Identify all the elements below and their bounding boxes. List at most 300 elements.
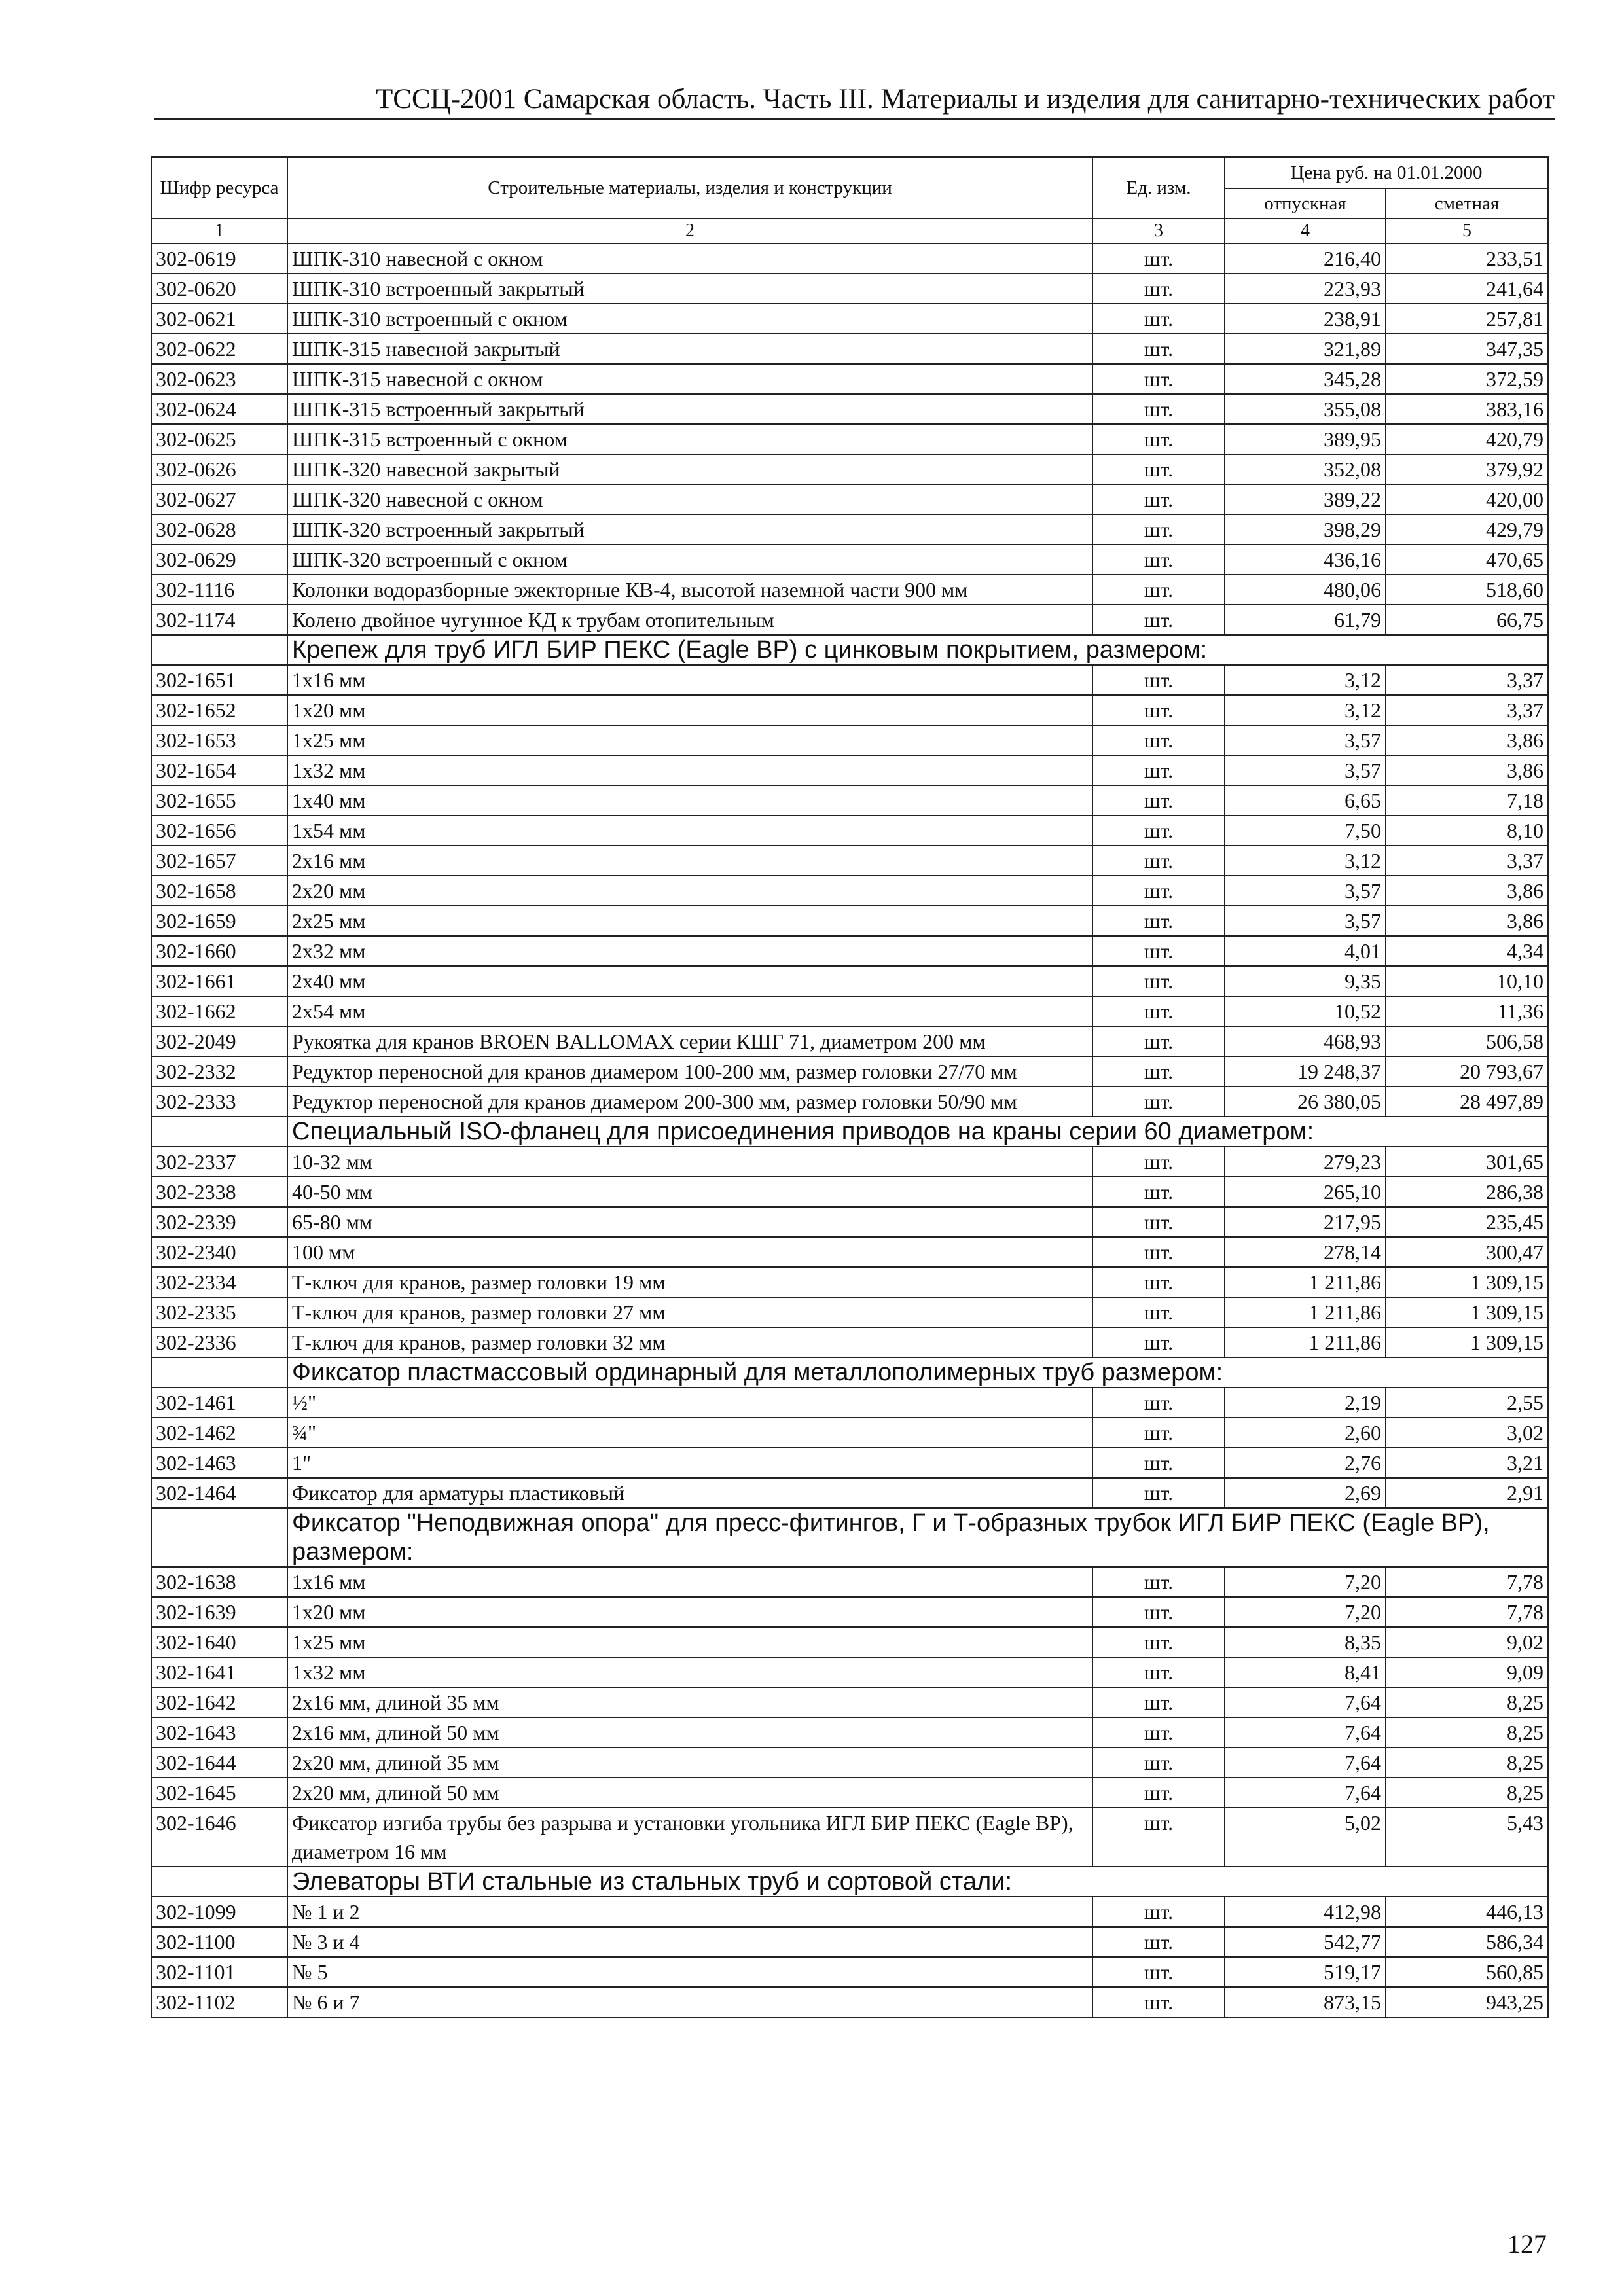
release-price: 3,12	[1225, 846, 1386, 876]
unit-cell: шт.	[1092, 1808, 1225, 1867]
material-name: Рукоятка для кранов BROEN BALLOMAX серии КШГ 71, диаметром 200 мм	[287, 1026, 1092, 1056]
table-row	[151, 424, 1548, 454]
resource-code: 302-1657	[151, 846, 287, 876]
resource-code: 302-1643	[151, 1717, 287, 1748]
release-price: 26 380,05	[1225, 1086, 1386, 1117]
table-row	[151, 514, 1548, 545]
estimate-price: 301,65	[1386, 1147, 1548, 1177]
estimate-price: 4,34	[1386, 936, 1548, 966]
release-price: 8,35	[1225, 1627, 1386, 1657]
resource-code: 302-1641	[151, 1657, 287, 1687]
unit-cell: шт.	[1092, 906, 1225, 936]
material-name: 2х25 мм	[287, 906, 1092, 936]
material-name: 2х20 мм, длиной 50 мм	[287, 1778, 1092, 1808]
col-number: 4	[1225, 219, 1386, 243]
table-row	[151, 545, 1548, 575]
resource-code: 302-1661	[151, 966, 287, 996]
material-name: 1х25 мм	[287, 1627, 1092, 1657]
unit-cell: шт.	[1092, 484, 1225, 514]
material-name: Фиксатор изгиба трубы без разрыва и установки угольника ИГЛ БИР ПЕКС (Eagle BP), диаметром 16 мм	[287, 1808, 1092, 1867]
unit-cell: шт.	[1092, 394, 1225, 424]
material-name: 2х20 мм, длиной 35 мм	[287, 1748, 1092, 1778]
resource-code: 302-1462	[151, 1418, 287, 1448]
table-row	[151, 1778, 1548, 1808]
col-header-name: Строительные материалы, изделия и конструкции	[287, 157, 1092, 219]
material-name: 10-32 мм	[287, 1147, 1092, 1177]
unit-cell: шт.	[1092, 1897, 1225, 1927]
estimate-price: 383,16	[1386, 394, 1548, 424]
section-blank	[151, 1357, 287, 1388]
unit-cell: шт.	[1092, 304, 1225, 334]
release-price: 3,57	[1225, 876, 1386, 906]
material-name: ШПК-320 навесной с окном	[287, 484, 1092, 514]
release-price: 217,95	[1225, 1207, 1386, 1237]
resource-code: 302-1644	[151, 1748, 287, 1778]
unit-cell: шт.	[1092, 1418, 1225, 1448]
resource-code: 302-1642	[151, 1687, 287, 1717]
unit-cell: шт.	[1092, 243, 1225, 274]
col-header-release: отпускная	[1225, 188, 1386, 219]
resource-code: 302-0627	[151, 484, 287, 514]
resource-code: 302-2338	[151, 1177, 287, 1207]
resource-code: 302-2340	[151, 1237, 287, 1267]
unit-cell: шт.	[1092, 1567, 1225, 1597]
unit-cell: шт.	[1092, 996, 1225, 1026]
release-price: 352,08	[1225, 454, 1386, 484]
table-row	[151, 725, 1548, 755]
material-name: 2х16 мм, длиной 35 мм	[287, 1687, 1092, 1717]
section-heading: Специальный ISO-фланец для присоединения приводов на краны серии 60 диаметром:	[287, 1117, 1548, 1147]
material-name: ШПК-310 встроенный закрытый	[287, 274, 1092, 304]
release-price: 355,08	[1225, 394, 1386, 424]
resource-code: 302-1101	[151, 1957, 287, 1987]
estimate-price: 3,37	[1386, 846, 1548, 876]
unit-cell: шт.	[1092, 1207, 1225, 1237]
unit-cell: шт.	[1092, 514, 1225, 545]
release-price: 265,10	[1225, 1177, 1386, 1207]
table-row	[151, 1056, 1548, 1086]
estimate-price: 347,35	[1386, 334, 1548, 364]
section-heading: Элеваторы ВТИ стальные из стальных труб и сортовой стали:	[287, 1867, 1548, 1897]
material-name: 2х16 мм	[287, 846, 1092, 876]
material-name: 1х32 мм	[287, 1657, 1092, 1687]
table-row	[151, 1448, 1548, 1478]
resource-code: 302-1461	[151, 1388, 287, 1418]
material-name: 1х32 мм	[287, 755, 1092, 785]
estimate-price: 518,60	[1386, 575, 1548, 605]
estimate-price: 9,02	[1386, 1627, 1548, 1657]
resource-code: 302-0629	[151, 545, 287, 575]
estimate-price: 66,75	[1386, 605, 1548, 635]
resource-code: 302-0622	[151, 334, 287, 364]
table-row	[151, 334, 1548, 364]
material-name: 2х32 мм	[287, 936, 1092, 966]
section-heading: Крепеж для труб ИГЛ БИР ПЕКС (Eagle BP) с цинковым покрытием, размером:	[287, 635, 1548, 665]
estimate-price: 11,36	[1386, 996, 1548, 1026]
resource-code: 302-0626	[151, 454, 287, 484]
estimate-price: 3,21	[1386, 1448, 1548, 1478]
table-row	[151, 1147, 1548, 1177]
table-row	[151, 816, 1548, 846]
table-row	[151, 1748, 1548, 1778]
estimate-price: 3,02	[1386, 1418, 1548, 1448]
unit-cell: шт.	[1092, 1987, 1225, 2017]
estimate-price: 3,37	[1386, 695, 1548, 725]
table-row	[151, 1957, 1548, 1987]
resource-code: 302-0624	[151, 394, 287, 424]
release-price: 3,12	[1225, 665, 1386, 695]
table-row	[151, 1267, 1548, 1297]
estimate-price: 9,09	[1386, 1657, 1548, 1687]
estimate-price: 233,51	[1386, 243, 1548, 274]
material-name: Фиксатор для арматуры пластиковый	[287, 1478, 1092, 1508]
resource-code: 302-0621	[151, 304, 287, 334]
table-row	[151, 1597, 1548, 1627]
release-price: 2,60	[1225, 1418, 1386, 1448]
table-row	[151, 1327, 1548, 1357]
estimate-price: 241,64	[1386, 274, 1548, 304]
material-name: 100 мм	[287, 1237, 1092, 1267]
unit-cell: шт.	[1092, 846, 1225, 876]
table-row	[151, 1086, 1548, 1117]
resource-code: 302-1660	[151, 936, 287, 966]
col-number: 1	[151, 219, 287, 243]
table-row	[151, 394, 1548, 424]
material-name: 1"	[287, 1448, 1092, 1478]
estimate-price: 506,58	[1386, 1026, 1548, 1056]
table-row	[151, 484, 1548, 514]
release-price: 412,98	[1225, 1897, 1386, 1927]
table-row	[151, 1388, 1548, 1418]
release-price: 519,17	[1225, 1957, 1386, 1987]
resource-code: 302-2333	[151, 1086, 287, 1117]
release-price: 278,14	[1225, 1237, 1386, 1267]
release-price: 4,01	[1225, 936, 1386, 966]
material-name: ШПК-310 встроенный с окном	[287, 304, 1092, 334]
resource-code: 302-0619	[151, 243, 287, 274]
release-price: 2,76	[1225, 1448, 1386, 1478]
resource-code: 302-1659	[151, 906, 287, 936]
resource-code: 302-1646	[151, 1808, 287, 1867]
table-row	[151, 906, 1548, 936]
table-row	[151, 1567, 1548, 1597]
table-row	[151, 1478, 1548, 1508]
release-price: 7,64	[1225, 1748, 1386, 1778]
page-number: 127	[1507, 2229, 1547, 2259]
material-name: 65-80 мм	[287, 1207, 1092, 1237]
release-price: 7,64	[1225, 1687, 1386, 1717]
unit-cell: шт.	[1092, 1717, 1225, 1748]
material-name: 1х54 мм	[287, 816, 1092, 846]
table-body	[151, 243, 1548, 2017]
table-row	[151, 1237, 1548, 1267]
table-row	[151, 1026, 1548, 1056]
table-row	[151, 575, 1548, 605]
table-row	[151, 1297, 1548, 1327]
section-blank	[151, 1867, 287, 1897]
unit-cell: шт.	[1092, 755, 1225, 785]
table-row	[151, 1207, 1548, 1237]
material-name: 2х20 мм	[287, 876, 1092, 906]
release-price: 2,19	[1225, 1388, 1386, 1418]
unit-cell: шт.	[1092, 1957, 1225, 1987]
unit-cell: шт.	[1092, 1748, 1225, 1778]
estimate-price: 470,65	[1386, 545, 1548, 575]
unit-cell: шт.	[1092, 665, 1225, 695]
release-price: 2,69	[1225, 1478, 1386, 1508]
release-price: 480,06	[1225, 575, 1386, 605]
material-name: № 6 и 7	[287, 1987, 1092, 2017]
unit-cell: шт.	[1092, 545, 1225, 575]
estimate-price: 7,78	[1386, 1567, 1548, 1597]
resource-code: 302-1653	[151, 725, 287, 755]
material-name: 1х25 мм	[287, 725, 1092, 755]
resource-code: 302-1100	[151, 1927, 287, 1957]
release-price: 7,50	[1225, 816, 1386, 846]
resource-code: 302-1662	[151, 996, 287, 1026]
resource-code: 302-1464	[151, 1478, 287, 1508]
release-price: 436,16	[1225, 545, 1386, 575]
release-price: 398,29	[1225, 514, 1386, 545]
estimate-price: 257,81	[1386, 304, 1548, 334]
unit-cell: шт.	[1092, 1657, 1225, 1687]
resource-code: 302-1099	[151, 1897, 287, 1927]
estimate-price: 2,91	[1386, 1478, 1548, 1508]
unit-cell: шт.	[1092, 1327, 1225, 1357]
estimate-price: 235,45	[1386, 1207, 1548, 1237]
unit-cell: шт.	[1092, 1297, 1225, 1327]
estimate-price: 420,79	[1386, 424, 1548, 454]
unit-cell: шт.	[1092, 1177, 1225, 1207]
col-header-price: Цена руб. на 01.01.2000	[1225, 157, 1548, 188]
resource-code: 302-1116	[151, 575, 287, 605]
release-price: 468,93	[1225, 1026, 1386, 1056]
resource-code: 302-1639	[151, 1597, 287, 1627]
table-row	[151, 1627, 1548, 1657]
material-name: ¾"	[287, 1418, 1092, 1448]
resource-code: 302-2337	[151, 1147, 287, 1177]
running-header: ТССЦ-2001 Самарская область. Часть III. Материалы и изделия для санитарно-технических работ	[376, 84, 1555, 115]
estimate-price: 1 309,15	[1386, 1327, 1548, 1357]
estimate-price: 943,25	[1386, 1987, 1548, 2017]
table-row	[151, 1687, 1548, 1717]
unit-cell: шт.	[1092, 1597, 1225, 1627]
material-name: Редуктор переносной для кранов диамером 200-300 мм, размер головки 50/90 мм	[287, 1086, 1092, 1117]
estimate-price: 420,00	[1386, 484, 1548, 514]
table-row	[151, 1927, 1548, 1957]
col-header-unit: Ед. изм.	[1092, 157, 1225, 219]
material-name: ½"	[287, 1388, 1092, 1418]
estimate-price: 3,37	[1386, 665, 1548, 695]
release-price: 10,52	[1225, 996, 1386, 1026]
table-row	[151, 665, 1548, 695]
release-price: 389,95	[1225, 424, 1386, 454]
col-number: 5	[1386, 219, 1548, 243]
estimate-price: 446,13	[1386, 1897, 1548, 1927]
unit-cell: шт.	[1092, 454, 1225, 484]
release-price: 3,57	[1225, 725, 1386, 755]
resource-code: 302-1656	[151, 816, 287, 846]
release-price: 7,64	[1225, 1778, 1386, 1808]
resource-code: 302-2335	[151, 1297, 287, 1327]
table-row	[151, 1987, 1548, 2017]
estimate-price: 379,92	[1386, 454, 1548, 484]
price-table	[151, 156, 1549, 2018]
resource-code: 302-0623	[151, 364, 287, 394]
table-row	[151, 364, 1548, 394]
table-row	[151, 1177, 1548, 1207]
header-rule	[154, 118, 1555, 120]
resource-code: 302-2332	[151, 1056, 287, 1086]
section-heading: Фиксатор пластмассовый ординарный для металлополимерных труб размером:	[287, 1357, 1548, 1388]
material-name: 1х16 мм	[287, 1567, 1092, 1597]
unit-cell: шт.	[1092, 1448, 1225, 1478]
material-name: Т-ключ для кранов, размер головки 27 мм	[287, 1297, 1092, 1327]
estimate-price: 429,79	[1386, 514, 1548, 545]
estimate-price: 372,59	[1386, 364, 1548, 394]
release-price: 3,57	[1225, 755, 1386, 785]
unit-cell: шт.	[1092, 1388, 1225, 1418]
material-name: Т-ключ для кранов, размер головки 19 мм	[287, 1267, 1092, 1297]
unit-cell: шт.	[1092, 1778, 1225, 1808]
estimate-price: 3,86	[1386, 755, 1548, 785]
estimate-price: 586,34	[1386, 1927, 1548, 1957]
resource-code: 302-2339	[151, 1207, 287, 1237]
unit-cell: шт.	[1092, 364, 1225, 394]
table-row	[151, 1717, 1548, 1748]
resource-code: 302-1174	[151, 605, 287, 635]
unit-cell: шт.	[1092, 605, 1225, 635]
table-row	[151, 785, 1548, 816]
table-row	[151, 1808, 1548, 1867]
material-name: ШПК-320 встроенный с окном	[287, 545, 1092, 575]
table-row	[151, 755, 1548, 785]
estimate-price: 8,25	[1386, 1687, 1548, 1717]
unit-cell: шт.	[1092, 816, 1225, 846]
release-price: 873,15	[1225, 1987, 1386, 2017]
unit-cell: шт.	[1092, 1147, 1225, 1177]
release-price: 542,77	[1225, 1927, 1386, 1957]
col-number: 2	[287, 219, 1092, 243]
resource-code: 302-1655	[151, 785, 287, 816]
material-name: 1х20 мм	[287, 1597, 1092, 1627]
material-name: ШПК-315 навесной с окном	[287, 364, 1092, 394]
estimate-price: 10,10	[1386, 966, 1548, 996]
material-name: 2х54 мм	[287, 996, 1092, 1026]
material-name: 2х40 мм	[287, 966, 1092, 996]
resource-code: 302-1463	[151, 1448, 287, 1478]
material-name: ШПК-315 встроенный закрытый	[287, 394, 1092, 424]
unit-cell: шт.	[1092, 936, 1225, 966]
estimate-price: 1 309,15	[1386, 1297, 1548, 1327]
table-row	[151, 304, 1548, 334]
unit-cell: шт.	[1092, 424, 1225, 454]
unit-cell: шт.	[1092, 1056, 1225, 1086]
unit-cell: шт.	[1092, 725, 1225, 755]
estimate-price: 7,78	[1386, 1597, 1548, 1627]
material-name: 2х16 мм, длиной 50 мм	[287, 1717, 1092, 1748]
table-row	[151, 605, 1548, 635]
estimate-price: 8,25	[1386, 1748, 1548, 1778]
resource-code: 302-0628	[151, 514, 287, 545]
table-row	[151, 274, 1548, 304]
table-row	[151, 1418, 1548, 1448]
resource-code: 302-0620	[151, 274, 287, 304]
estimate-price: 7,18	[1386, 785, 1548, 816]
unit-cell: шт.	[1092, 1627, 1225, 1657]
release-price: 1 211,86	[1225, 1267, 1386, 1297]
section-heading: Фиксатор "Неподвижная опора" для пресс-фитингов, Г и Т-образных трубок ИГЛ БИР ПЕКС (Eagle BP), размером:	[287, 1508, 1548, 1567]
release-price: 5,02	[1225, 1808, 1386, 1867]
release-price: 7,64	[1225, 1717, 1386, 1748]
unit-cell: шт.	[1092, 575, 1225, 605]
resource-code: 302-1654	[151, 755, 287, 785]
table-row	[151, 876, 1548, 906]
table-row	[151, 695, 1548, 725]
resource-code: 302-1651	[151, 665, 287, 695]
release-price: 389,22	[1225, 484, 1386, 514]
resource-code: 302-1640	[151, 1627, 287, 1657]
unit-cell: шт.	[1092, 1927, 1225, 1957]
material-name: № 3 и 4	[287, 1927, 1092, 1957]
release-price: 321,89	[1225, 334, 1386, 364]
material-name: 1х40 мм	[287, 785, 1092, 816]
section-blank	[151, 1508, 287, 1567]
unit-cell: шт.	[1092, 1267, 1225, 1297]
material-name: ШПК-320 навесной закрытый	[287, 454, 1092, 484]
unit-cell: шт.	[1092, 876, 1225, 906]
estimate-price: 28 497,89	[1386, 1086, 1548, 1117]
material-name: 40-50 мм	[287, 1177, 1092, 1207]
section-blank	[151, 635, 287, 665]
table-row	[151, 454, 1548, 484]
estimate-price: 3,86	[1386, 725, 1548, 755]
unit-cell: шт.	[1092, 1026, 1225, 1056]
col-header-code: Шифр ресурса	[151, 157, 287, 219]
table-row	[151, 1897, 1548, 1927]
estimate-price: 2,55	[1386, 1388, 1548, 1418]
material-name: Т-ключ для кранов, размер головки 32 мм	[287, 1327, 1092, 1357]
estimate-price: 1 309,15	[1386, 1267, 1548, 1297]
unit-cell: шт.	[1092, 785, 1225, 816]
material-name: 1х16 мм	[287, 665, 1092, 695]
material-name: ШПК-320 встроенный закрытый	[287, 514, 1092, 545]
release-price: 1 211,86	[1225, 1327, 1386, 1357]
unit-cell: шт.	[1092, 966, 1225, 996]
unit-cell: шт.	[1092, 1687, 1225, 1717]
estimate-price: 8,25	[1386, 1717, 1548, 1748]
release-price: 6,65	[1225, 785, 1386, 816]
release-price: 8,41	[1225, 1657, 1386, 1687]
resource-code: 302-2336	[151, 1327, 287, 1357]
resource-code: 302-1652	[151, 695, 287, 725]
release-price: 3,12	[1225, 695, 1386, 725]
release-price: 223,93	[1225, 274, 1386, 304]
material-name: ШПК-315 встроенный с окном	[287, 424, 1092, 454]
release-price: 9,35	[1225, 966, 1386, 996]
table-row	[151, 1657, 1548, 1687]
estimate-price: 286,38	[1386, 1177, 1548, 1207]
material-name: Редуктор переносной для кранов диамером 100-200 мм, размер головки 27/70 мм	[287, 1056, 1092, 1086]
release-price: 238,91	[1225, 304, 1386, 334]
release-price: 216,40	[1225, 243, 1386, 274]
resource-code: 302-0625	[151, 424, 287, 454]
release-price: 61,79	[1225, 605, 1386, 635]
table-row	[151, 846, 1548, 876]
release-price: 3,57	[1225, 906, 1386, 936]
material-name: № 5	[287, 1957, 1092, 1987]
estimate-price: 560,85	[1386, 1957, 1548, 1987]
